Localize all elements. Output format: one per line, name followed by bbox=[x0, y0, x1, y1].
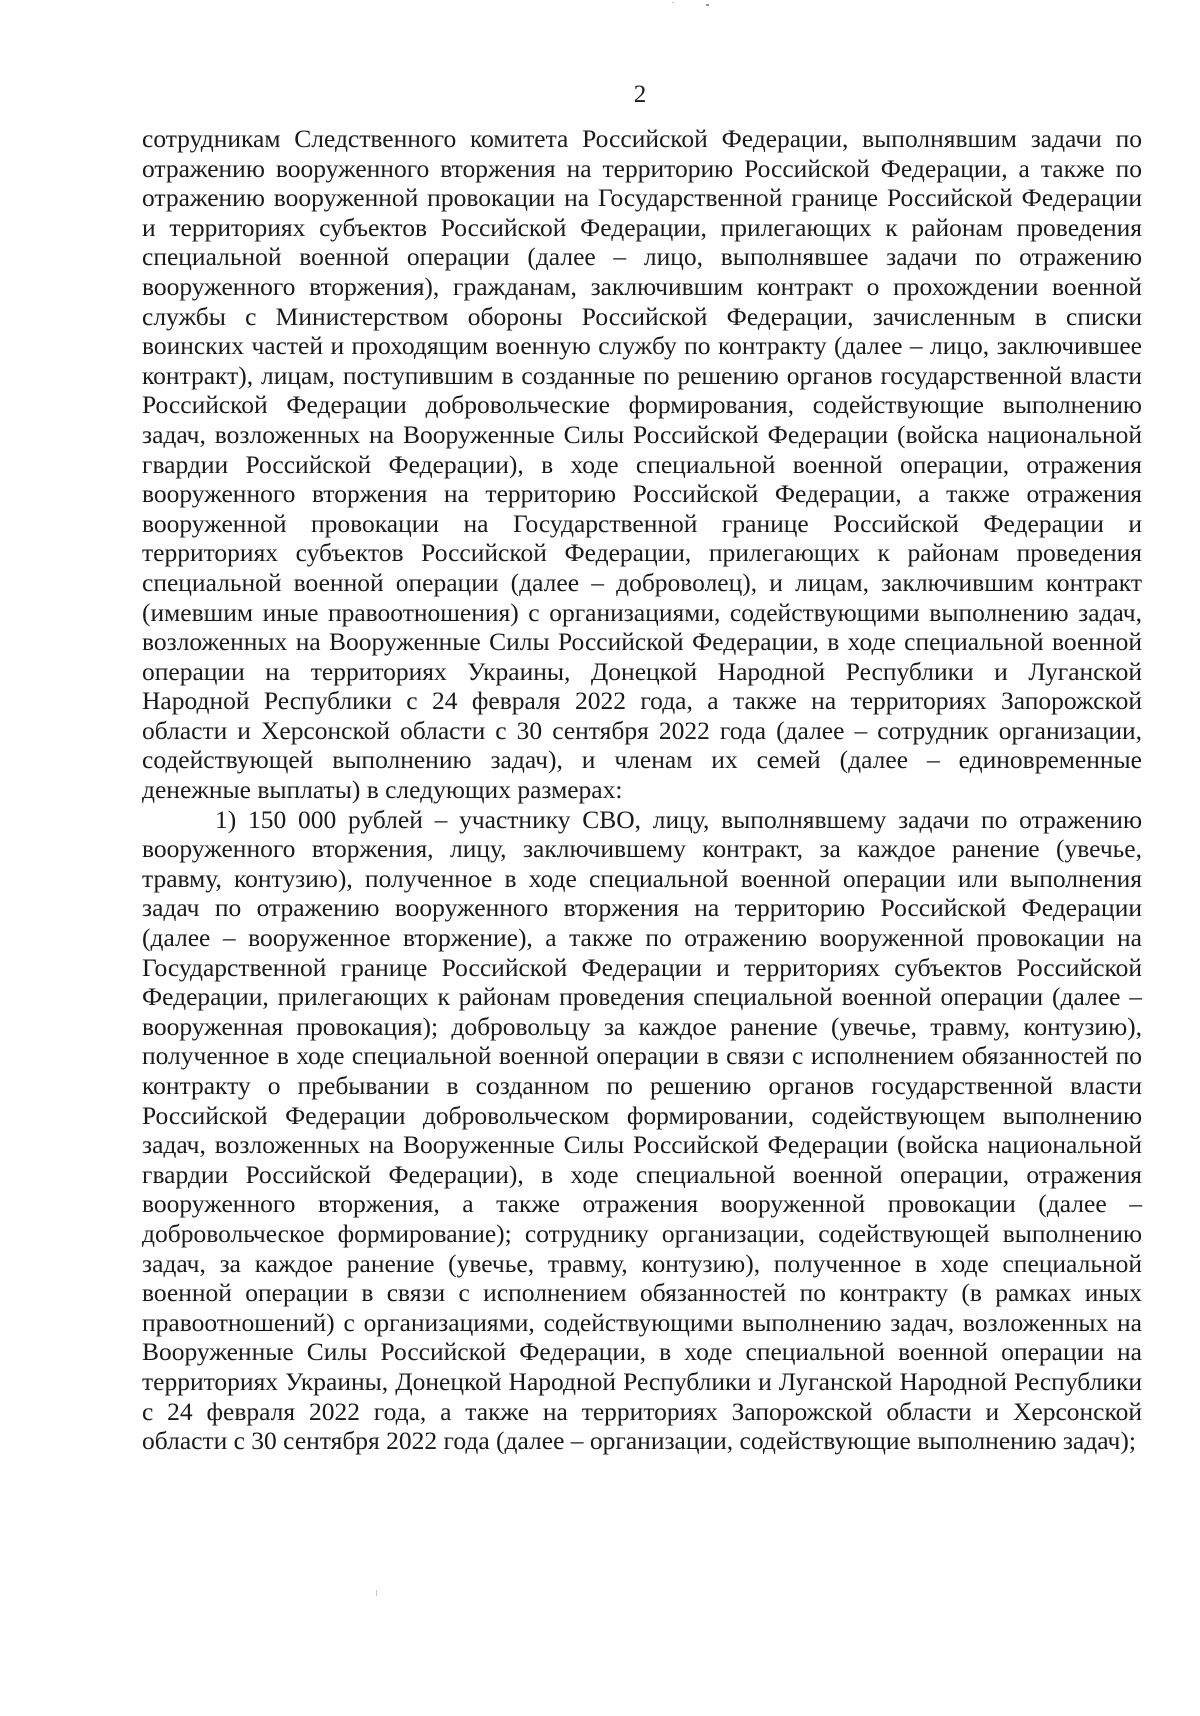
scan-speck bbox=[672, 2, 674, 3]
document-body bbox=[142, 124, 1142, 1456]
paragraph-continuation: сотрудникам Следственного комитета Российской Федерации, выполнявшим задачи по отражению вооруженного вторжения на территорию Российской Федерации, а также по отражению вооруженной провокации на Государственной границе Российской Федерации и территориях субъектов Российской Федерации, прилегающих к районам проведения специальной военной операции (далее – лицо, выполнявшее задачи по отражению вооруженного вторжения), гражданам, заключившим контракт о прохождении военной службы с Министерством обороны Российской Федерации, зачисленным в списки воинских частей и проходящим военную службу по контракту (далее – лицо, заключившее контракт), лицам, поступившим в созданные по решению органов государственной власти Российской Федерации добровольческие формирования, содействующие выполнению задач, возложенных на Вооруженные Силы Российской Федерации (войска национальной гвардии Российской Федерации), в ходе специальной военной операции, отражения вооруженного вторжения на территорию Российской Федерации, а также отражения вооруженной провокации на Государственной границе Российской Федерации и территориях субъектов Российской Федерации, прилегающих к районам проведения специальной военной операции (далее – доброволец), и лицам, заключившим контракт (имевшим иные правоотношения) с организациями, содействующими выполнению задач, возложенных на Вооруженные Силы Российской Федерации, в ходе специальной военной операции на территориях Украины, Донецкой Народной Республики и Луганской Народной Республики с 24 февраля 2022 года, а также на территориях Запорожской области и Херсонской области с 30 сентября 2022 года (далее – сотрудник организации, содействующей выполнению задач), и членам их семей (далее – единовременные денежные выплаты) в следующих размерах: bbox=[142, 124, 1142, 805]
paragraph-item-1: 1) 150 000 рублей – участнику СВО, лицу, выполнявшему задачи по отражению вооруженного вторжения, лицу, заключившему контракт, за каждое ранение (увечье, травму, контузию), полученное в ходе специальной военной операции или выполнения задач по отражению вооруженного вторжения на территорию Российской Федерации (далее – вооруженное вторжение), а также по отражению вооруженной провокации на Государственной границе Российской Федерации и территориях субъектов Российской Федерации, прилегающих к районам проведения специальной военной операции (далее – вооруженная провокация); добровольцу за каждое ранение (увечье, травму, контузию), полученное в ходе специальной военной операции в связи с исполнением обязанностей по контракту о пребывании в созданном по решению органов государственной власти Российской Федерации добровольческом формировании, содействующем выполнению задач, возложенных на Вооруженные Силы Российской Федерации (войска национальной гвардии Российской Федерации), в ходе специальной военной операции, отражения вооруженного вторжения, а также отражения вооруженной провокации (далее – добровольческое формирование); сотруднику организации, содействующей выполнению задач, за каждое ранение (увечье, травму, контузию), полученное в ходе специальной военной операции в связи с исполнением обязанностей по контракту (в рамках иных правоотношений) с организациями, содействующими выполнению задач, возложенных на Вооруженные Силы Российской Федерации, в ходе специальной военной операции на территориях Украины, Донецкой Народной Республики и Луганской Народной Республики с 24 февраля 2022 года, а также на территориях Запорожской области и Херсонской области с 30 сентября 2022 года (далее – организации, содействующие выполнению задач); bbox=[142, 804, 1142, 1456]
scan-speck bbox=[706, 4, 709, 6]
page-number: 2 bbox=[633, 81, 647, 108]
scan-speck bbox=[376, 1590, 377, 1596]
